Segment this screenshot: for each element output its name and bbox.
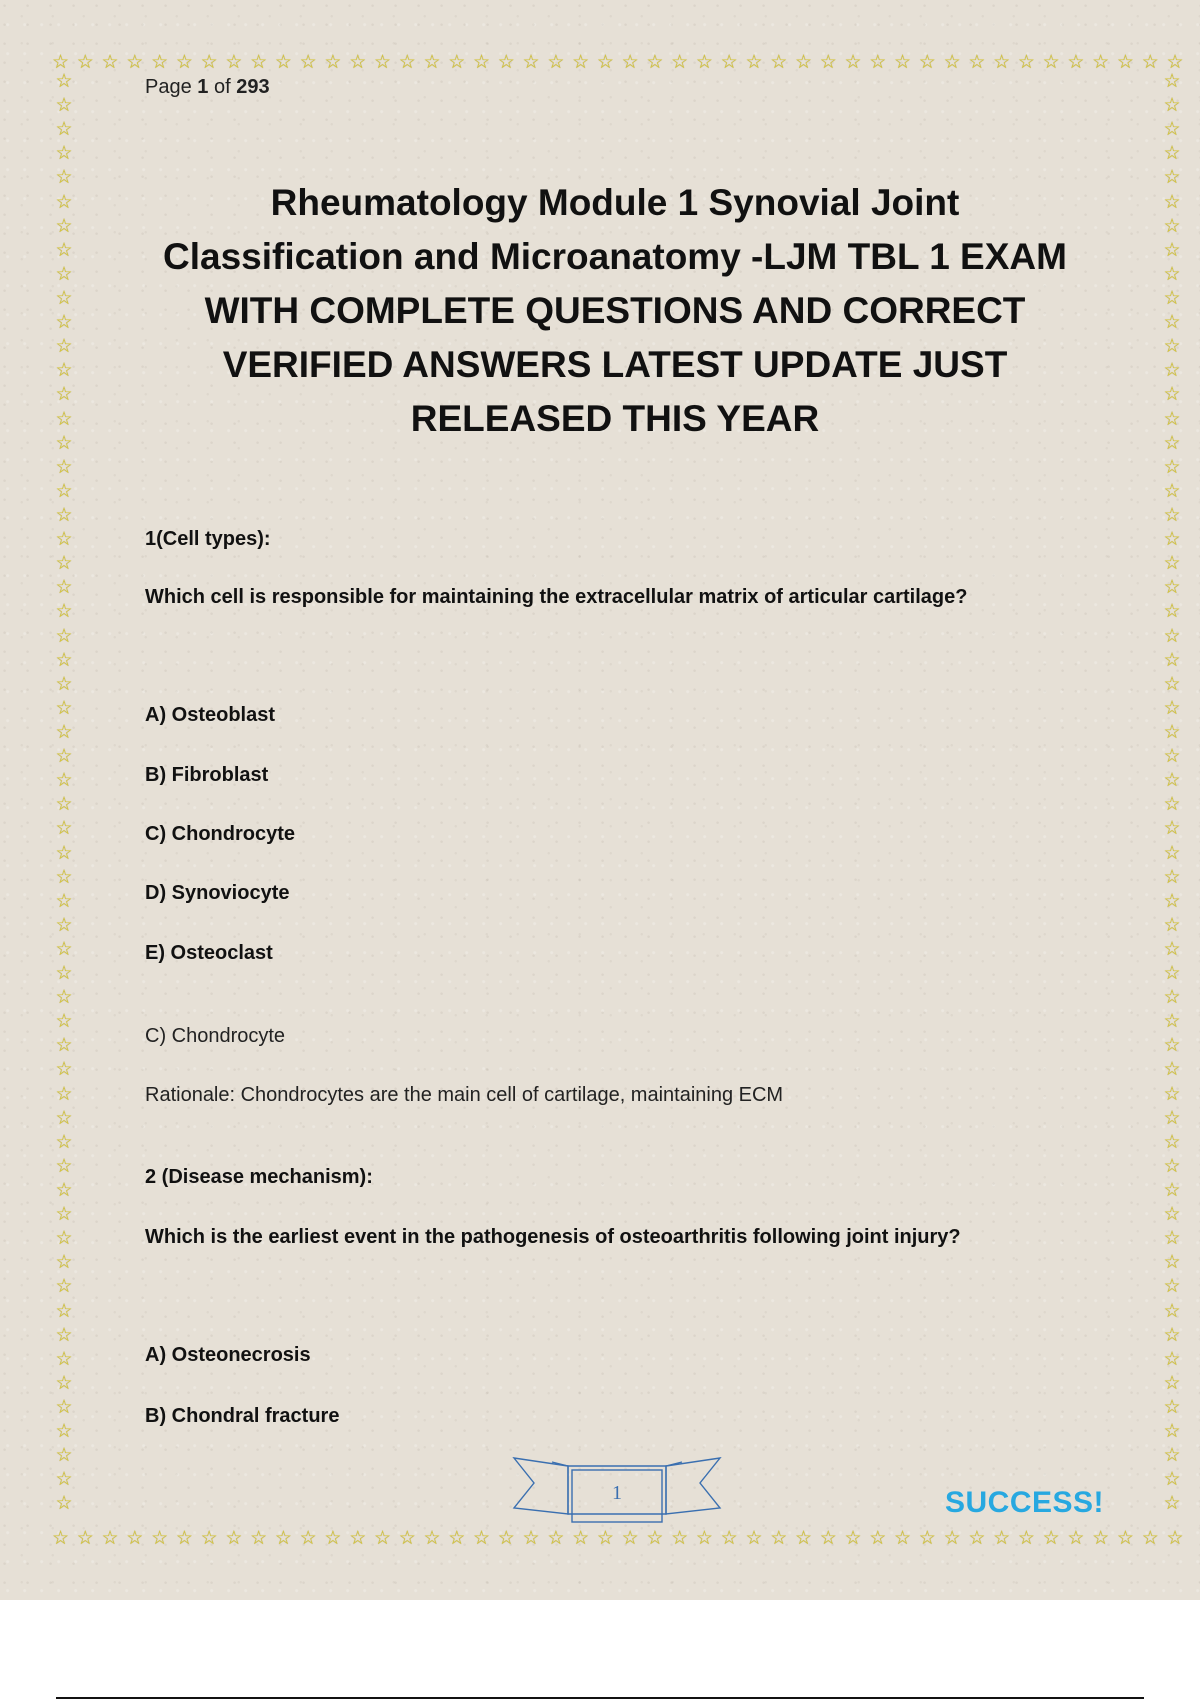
star-icon: ☆ [1163,937,1181,960]
star-icon: ☆ [55,1058,73,1081]
star-icon: ☆ [55,841,73,864]
star-icon: ☆ [1163,1082,1181,1105]
star-icon: ☆ [1163,720,1181,743]
star-icon: ☆ [1163,600,1181,623]
star-icon: ☆ [1163,1275,1181,1298]
star-icon: ☆ [55,1010,73,1033]
star-icon: ☆ [720,50,738,73]
star-icon: ☆ [1163,1347,1181,1370]
star-icon: ☆ [695,1526,713,1549]
star-icon: ☆ [55,70,73,92]
star-icon: ☆ [1163,431,1181,454]
star-icon: ☆ [126,50,144,73]
star-icon: ☆ [55,142,73,165]
star-icon: ☆ [55,311,73,334]
star-icon: ☆ [1163,865,1181,888]
star-icon: ☆ [720,1526,738,1549]
question-2-option-a: A) Osteonecrosis [145,1344,311,1366]
star-icon: ☆ [299,1526,317,1549]
star-icon: ☆ [572,50,590,73]
star-icon: ☆ [918,1526,936,1549]
star-icon: ☆ [55,1420,73,1443]
star-icon: ☆ [894,50,912,73]
star-icon: ☆ [55,1468,73,1491]
star-icon: ☆ [1163,166,1181,189]
star-icon: ☆ [1163,407,1181,430]
star-icon: ☆ [1163,696,1181,719]
star-icon: ☆ [745,50,763,73]
star-icon: ☆ [55,1106,73,1129]
star-icon: ☆ [1163,1444,1181,1467]
star-icon: ☆ [1163,1468,1181,1491]
star-icon: ☆ [1163,262,1181,285]
star-icon: ☆ [596,50,614,73]
page-of: of [213,76,231,98]
star-icon: ☆ [55,359,73,382]
star-icon: ☆ [1163,383,1181,406]
title-line: RELEASED THIS YEAR [410,398,820,439]
star-icon: ☆ [671,50,689,73]
star-icon: ☆ [621,1526,639,1549]
star-icon: ☆ [101,50,119,73]
star-icon: ☆ [55,817,73,840]
star-icon: ☆ [1042,1526,1060,1549]
star-icon: ☆ [175,1526,193,1549]
star-icon: ☆ [943,1526,961,1549]
star-icon: ☆ [55,576,73,599]
star-icon: ☆ [1166,1526,1184,1549]
star-icon: ☆ [55,431,73,454]
star-border-top [52,50,1184,74]
star-icon: ☆ [1163,1154,1181,1177]
star-icon: ☆ [55,335,73,358]
star-icon: ☆ [993,50,1011,73]
star-icon: ☆ [1163,552,1181,575]
question-1-option-b: B) Fibroblast [145,764,269,786]
star-icon: ☆ [200,1526,218,1549]
star-icon: ☆ [76,50,94,73]
star-icon: ☆ [55,286,73,309]
star-icon: ☆ [1163,1130,1181,1153]
title-line: VERIFIED ANSWERS LATEST UPDATE JUST [222,344,1008,385]
star-icon: ☆ [943,50,961,73]
star-icon: ☆ [1163,1323,1181,1346]
star-icon: ☆ [1163,1492,1181,1515]
star-icon: ☆ [869,1526,887,1549]
star-icon: ☆ [423,1526,441,1549]
star-icon: ☆ [1163,286,1181,309]
star-icon: ☆ [55,793,73,816]
star-icon: ☆ [126,1526,144,1549]
star-icon: ☆ [1163,1058,1181,1081]
star-icon: ☆ [819,50,837,73]
question-1-option-a: A) Osteoblast [145,704,276,726]
star-icon: ☆ [1163,238,1181,261]
star-icon: ☆ [55,1154,73,1177]
star-icon: ☆ [1163,624,1181,647]
star-icon: ☆ [55,479,73,502]
star-icon: ☆ [200,50,218,73]
star-icon: ☆ [819,1526,837,1549]
star-icon: ☆ [55,1444,73,1467]
star-icon: ☆ [55,1299,73,1322]
star-icon: ☆ [55,720,73,743]
star-icon: ☆ [55,648,73,671]
star-icon: ☆ [1163,190,1181,213]
page-prefix: Page [145,76,192,98]
star-icon: ☆ [1163,817,1181,840]
star-icon: ☆ [55,118,73,141]
star-icon: ☆ [1163,889,1181,912]
title-line: WITH COMPLETE QUESTIONS AND CORRECT [204,290,1026,331]
star-icon: ☆ [1163,1371,1181,1394]
star-icon: ☆ [770,50,788,73]
star-icon: ☆ [993,1526,1011,1549]
star-icon: ☆ [55,1082,73,1105]
star-icon: ☆ [76,1526,94,1549]
star-icon: ☆ [52,50,70,73]
question-2-text: Which is the earliest event in the pathogenesis of osteoarthritis following joint injury? [145,1226,961,1248]
star-icon: ☆ [547,1526,565,1549]
star-icon: ☆ [794,1526,813,1549]
star-icon: ☆ [1163,1227,1181,1250]
star-icon: ☆ [968,50,986,73]
star-icon: ☆ [1141,1526,1159,1549]
star-icon: ☆ [497,50,515,73]
star-border-bottom [52,1526,1184,1550]
star-icon: ☆ [1116,50,1134,73]
star-icon: ☆ [547,50,565,73]
star-icon: ☆ [55,1275,73,1298]
star-icon: ☆ [671,1526,689,1549]
star-icon: ☆ [646,50,664,73]
star-icon: ☆ [250,50,268,73]
star-icon: ☆ [844,50,862,73]
title-line: Classification and Microanatomy -LJM TBL 1 EXAM [163,236,1067,277]
star-icon: ☆ [497,1526,515,1549]
star-icon: ☆ [55,769,73,792]
star-icon: ☆ [55,1227,73,1250]
star-icon: ☆ [55,1396,73,1419]
star-icon: ☆ [250,1526,268,1549]
star-icon: ☆ [1163,359,1181,382]
star-icon: ☆ [52,1526,70,1549]
star-icon: ☆ [55,407,73,430]
star-icon: ☆ [101,1526,119,1549]
star-icon: ☆ [55,528,73,551]
question-1-option-c: C) Chondrocyte [145,823,295,845]
star-icon: ☆ [55,1034,73,1057]
star-icon: ☆ [1067,1526,1085,1549]
star-icon: ☆ [894,1526,912,1549]
star-icon: ☆ [522,1526,540,1549]
star-icon: ☆ [1163,455,1181,478]
success-slogan: SUCCESS! [945,1486,1105,1519]
page-current: 1 [197,76,209,98]
star-icon: ☆ [1163,528,1181,551]
star-icon: ☆ [349,50,367,73]
star-icon: ☆ [1163,94,1181,117]
star-icon: ☆ [1141,50,1159,73]
star-icon: ☆ [55,262,73,285]
star-icon: ☆ [151,50,169,73]
star-icon: ☆ [1163,672,1181,695]
star-icon: ☆ [1017,50,1035,73]
star-icon: ☆ [55,696,73,719]
star-icon: ☆ [1163,335,1181,358]
star-icon: ☆ [55,1323,73,1346]
star-icon: ☆ [1163,1251,1181,1274]
star-icon: ☆ [55,1130,73,1153]
question-1-text: Which cell is responsible for maintaining the extracellular matrix of articular cartilage? [145,586,968,608]
star-icon: ☆ [1163,769,1181,792]
star-icon: ☆ [373,1526,391,1549]
star-icon: ☆ [968,1526,986,1549]
star-icon: ☆ [1163,1396,1181,1419]
star-icon: ☆ [1163,1420,1181,1443]
star-icon: ☆ [1163,1106,1181,1129]
footer-page-number: 1 [612,1482,622,1504]
star-icon: ☆ [55,1251,73,1274]
question-2-heading: 2 (Disease mechanism): [145,1166,373,1188]
star-icon: ☆ [373,50,391,73]
question-1-heading: 1(Cell types): [145,528,271,550]
star-icon: ☆ [151,1526,169,1549]
star-icon: ☆ [225,1526,243,1549]
star-icon: ☆ [55,624,73,647]
star-icon: ☆ [844,1526,862,1549]
star-icon: ☆ [423,50,441,73]
star-icon: ☆ [1116,1526,1134,1549]
star-icon: ☆ [794,50,813,73]
star-icon: ☆ [1163,1034,1181,1057]
document-title [140,176,1090,446]
question-2-option-b: B) Chondral fracture [145,1405,340,1427]
question-1-option-e: E) Osteoclast [145,942,273,964]
star-icon: ☆ [1163,986,1181,1009]
star-icon: ☆ [1163,962,1181,985]
star-border-left [52,72,76,1514]
star-icon: ☆ [1092,1526,1110,1549]
star-icon: ☆ [1017,1526,1035,1549]
star-icon: ☆ [1163,503,1181,526]
question-1-rationale: Rationale: Chondrocytes are the main cell of cartilage, maintaining ECM [145,1084,784,1106]
star-icon: ☆ [349,1526,367,1549]
star-icon: ☆ [1163,1299,1181,1322]
star-icon: ☆ [1163,214,1181,237]
star-icon: ☆ [55,1492,73,1515]
star-border-right [1160,72,1184,1514]
page-total: 293 [236,76,270,98]
star-icon: ☆ [646,1526,664,1549]
star-icon: ☆ [55,503,73,526]
star-icon: ☆ [1163,118,1181,141]
page-counter [145,76,270,99]
star-icon: ☆ [1092,50,1110,73]
star-icon: ☆ [55,889,73,912]
star-icon: ☆ [1163,70,1181,92]
star-icon: ☆ [55,214,73,237]
star-icon: ☆ [274,50,292,73]
star-icon: ☆ [55,455,73,478]
star-icon: ☆ [324,50,342,73]
title-line: Rheumatology Module 1 Synovial Joint [270,182,960,223]
star-icon: ☆ [398,1526,416,1549]
star-icon: ☆ [869,50,887,73]
star-icon: ☆ [918,50,936,73]
star-icon: ☆ [55,937,73,960]
star-icon: ☆ [55,672,73,695]
star-icon: ☆ [299,50,317,73]
star-icon: ☆ [745,1526,763,1549]
star-icon: ☆ [1042,50,1060,73]
star-icon: ☆ [473,50,491,73]
star-icon: ☆ [596,1526,614,1549]
star-icon: ☆ [572,1526,590,1549]
star-icon: ☆ [1163,576,1181,599]
star-icon: ☆ [55,552,73,575]
star-icon: ☆ [55,913,73,936]
star-icon: ☆ [1163,1203,1181,1226]
star-icon: ☆ [55,1347,73,1370]
star-icon: ☆ [770,1526,788,1549]
question-1-answer: C) Chondrocyte [145,1025,286,1047]
star-icon: ☆ [55,166,73,189]
star-icon: ☆ [522,50,540,73]
star-icon: ☆ [1067,50,1085,73]
star-icon: ☆ [1163,311,1181,334]
star-icon: ☆ [448,1526,466,1549]
star-icon: ☆ [225,50,243,73]
star-icon: ☆ [473,1526,491,1549]
star-icon: ☆ [55,190,73,213]
star-icon: ☆ [448,50,466,73]
star-icon: ☆ [695,50,713,73]
star-icon: ☆ [175,50,193,73]
star-icon: ☆ [1163,913,1181,936]
star-icon: ☆ [1163,479,1181,502]
star-icon: ☆ [55,962,73,985]
star-icon: ☆ [1163,745,1181,768]
star-icon: ☆ [1163,142,1181,165]
bottom-divider [56,1697,1144,1699]
star-icon: ☆ [1163,793,1181,816]
star-icon: ☆ [55,745,73,768]
star-icon: ☆ [621,50,639,73]
star-icon: ☆ [55,986,73,1009]
star-icon: ☆ [398,50,416,73]
star-icon: ☆ [55,865,73,888]
star-icon: ☆ [1166,50,1184,73]
star-icon: ☆ [1163,1179,1181,1202]
star-icon: ☆ [1163,648,1181,671]
star-icon: ☆ [55,383,73,406]
star-icon: ☆ [55,238,73,261]
star-icon: ☆ [1163,1010,1181,1033]
star-icon: ☆ [55,1371,73,1394]
star-icon: ☆ [55,94,73,117]
star-icon: ☆ [324,1526,342,1549]
star-icon: ☆ [55,600,73,623]
question-1-option-d: D) Synoviocyte [145,882,290,904]
star-icon: ☆ [1163,841,1181,864]
star-icon: ☆ [274,1526,292,1549]
star-icon: ☆ [55,1203,73,1226]
star-icon: ☆ [55,1179,73,1202]
